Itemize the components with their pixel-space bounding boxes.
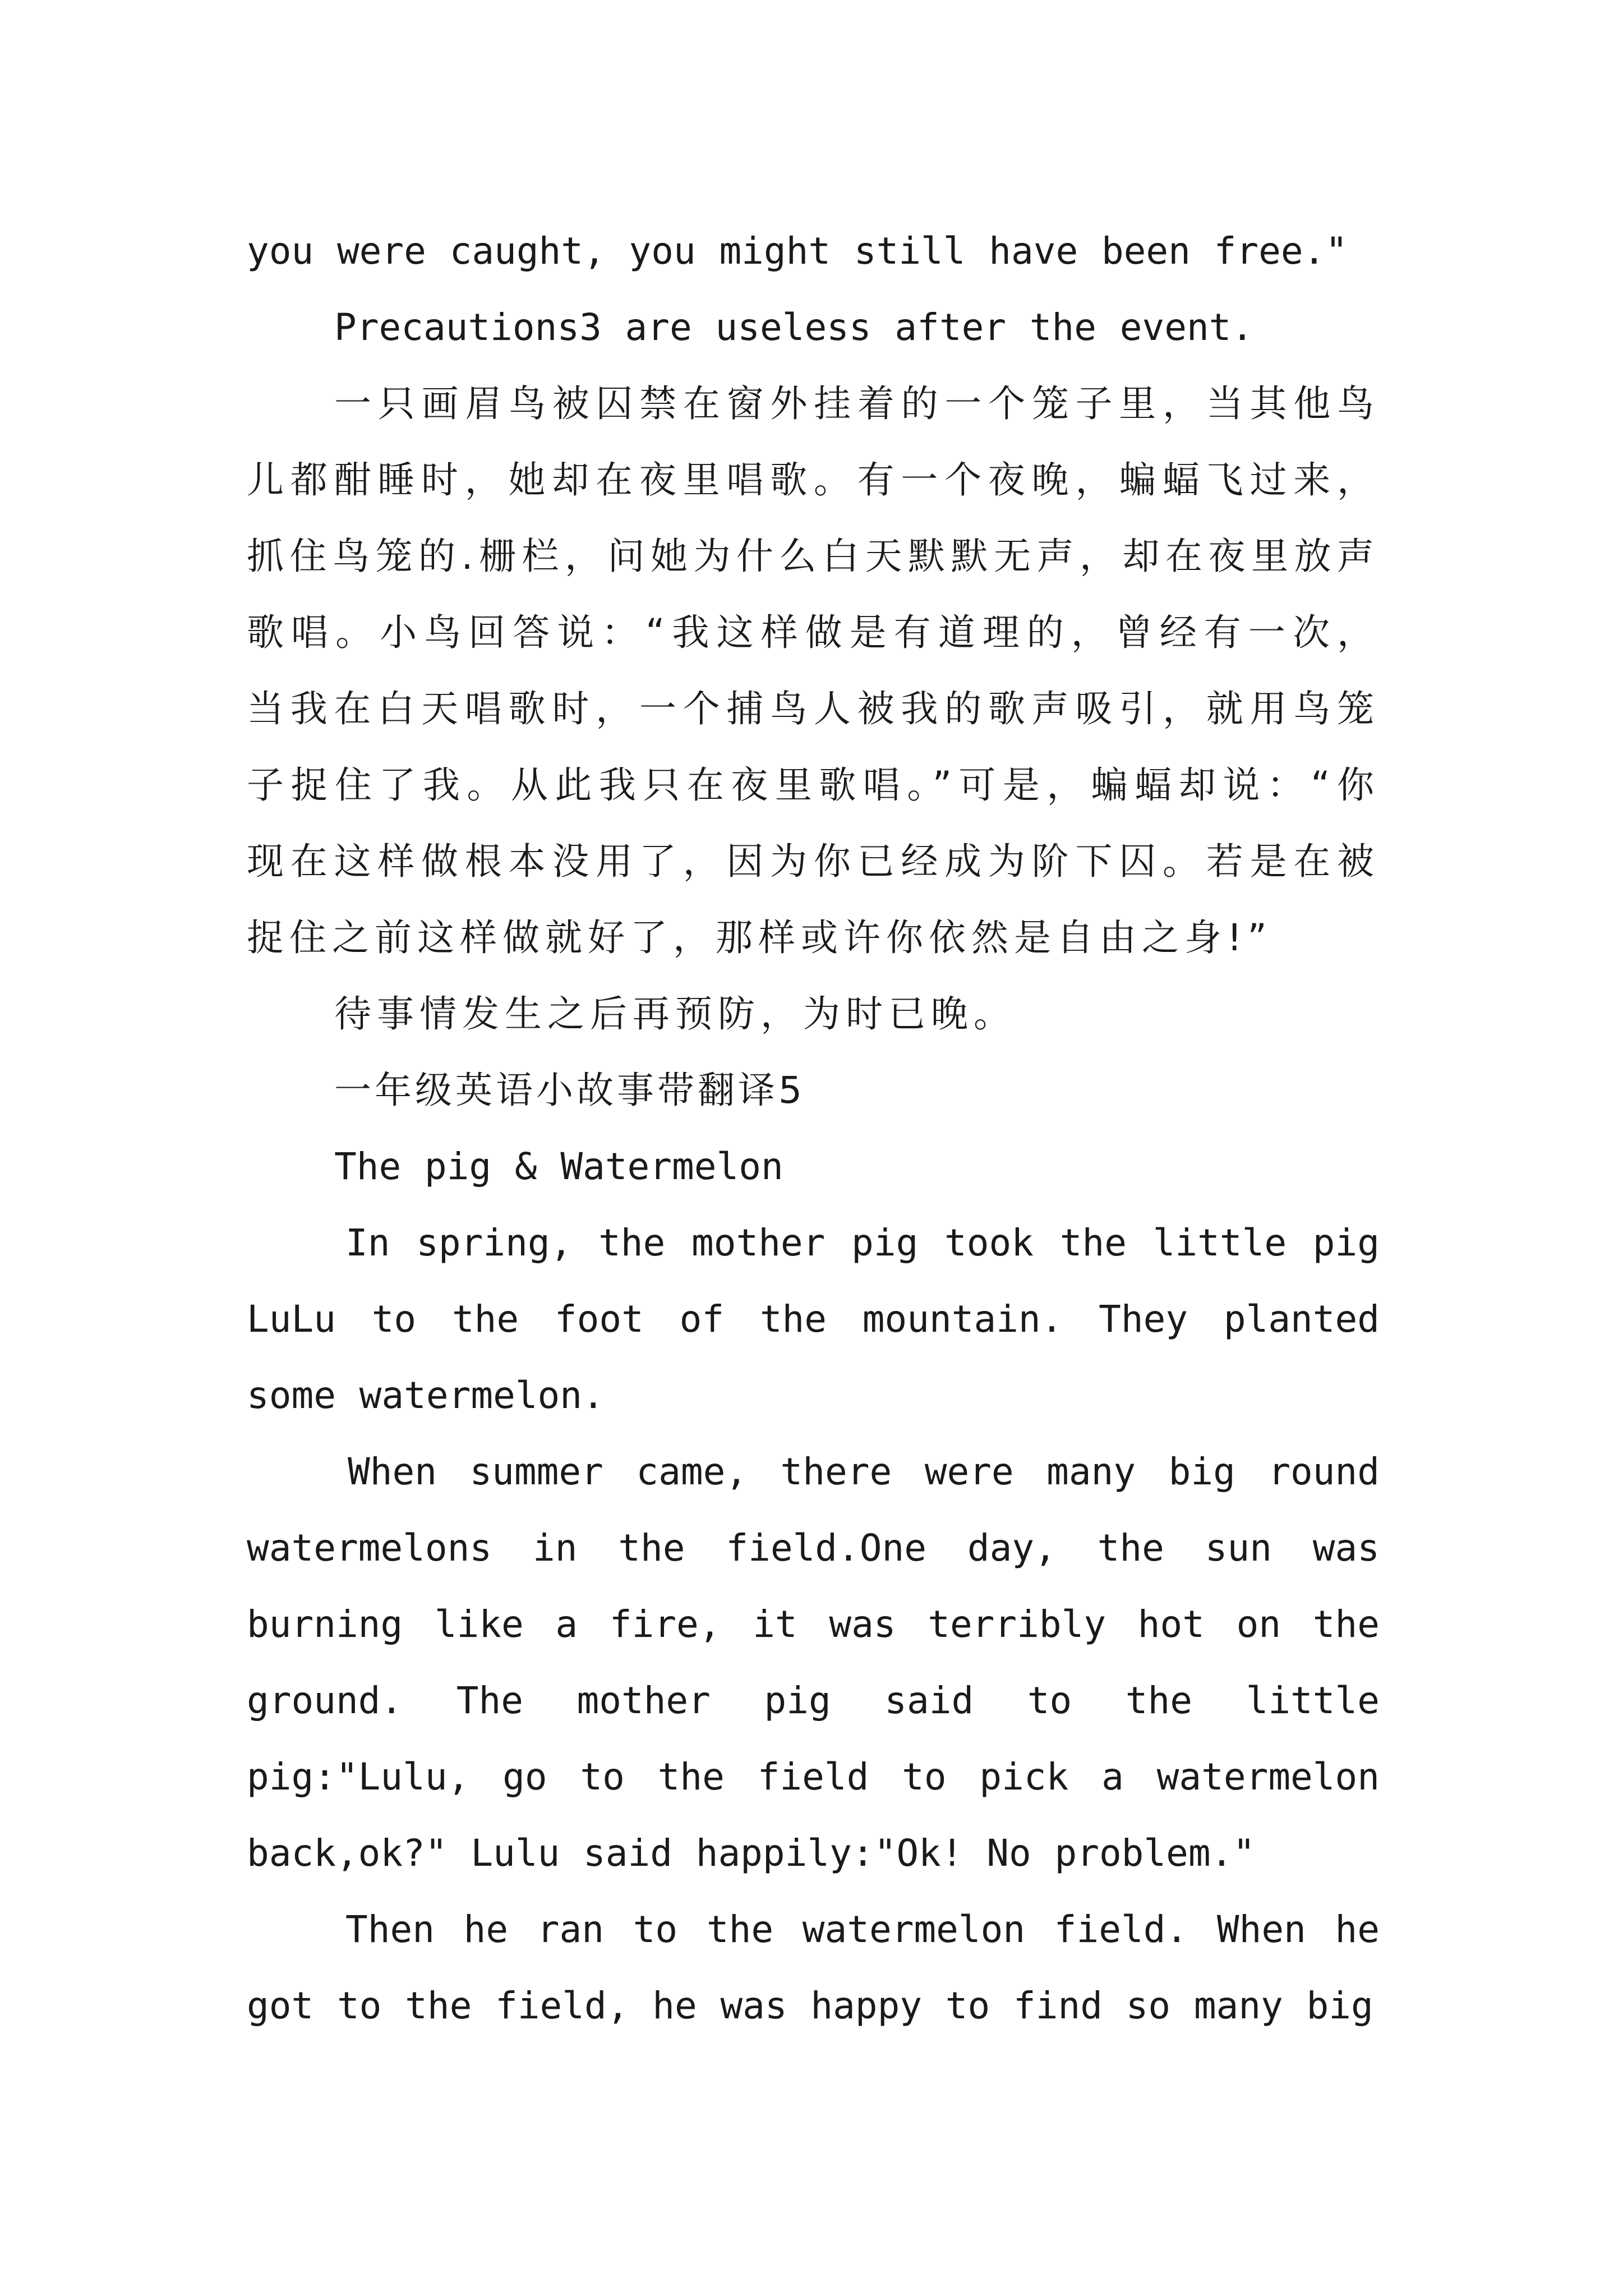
paragraph-story-zh: 一只画眉鸟被囚禁在窗外挂着的一个笼子里，当其他鸟儿都酣睡时，她却在夜里唱歌。有一个夜晚，蝙蝠飞过来，抓住鸟笼的.栅栏，问她为什么白天默默无声，却在夜里放声歌唱。小鸟回答说：“我这样做是有道理的，曾经有一次，当我在白天唱歌时，一个捕鸟人被我的歌声吸引，就用鸟笼子捉住了我。从此我只在夜里歌唱。”可是，蝙蝠却说：“你现在这样做根本没用了，因为你已经成为阶下囚。若是在被捉住之前这样做就好了，那样或许你依然是自由之身!” — [247, 382, 1380, 959]
paragraph-story-1: In spring, the mother pig took the little pig LuLu to the foot of the mountain. They planted some watermelon. — [247, 1221, 1380, 1417]
paragraph-continuation: you were caught, you might still have been free." — [247, 229, 1348, 273]
document-page — [247, 213, 1380, 2044]
paragraph-story-2: When summer came, there were many big round watermelons in the field.One day, the sun was burning like a fire, it was terribly hot on the ground. The mother pig said to the little pig:"Lulu, go to the field to pick a watermelon back,ok?" Lulu said happily:"Ok! No problem." — [247, 1450, 1380, 1875]
paragraph-story-3: Then he ran to the watermelon field. When he got to the field, he was happy to find so many big — [247, 1908, 1380, 2027]
story-title: The pig & Watermelon — [334, 1145, 783, 1188]
paragraph-moral-en: Precautions3 are useless after the event. — [334, 306, 1254, 349]
section-heading: 一年级英语小故事带翻译5 — [334, 1069, 805, 1112]
paragraph-moral-zh: 待事情发生之后再预防，为时已晚。 — [334, 992, 1016, 1036]
